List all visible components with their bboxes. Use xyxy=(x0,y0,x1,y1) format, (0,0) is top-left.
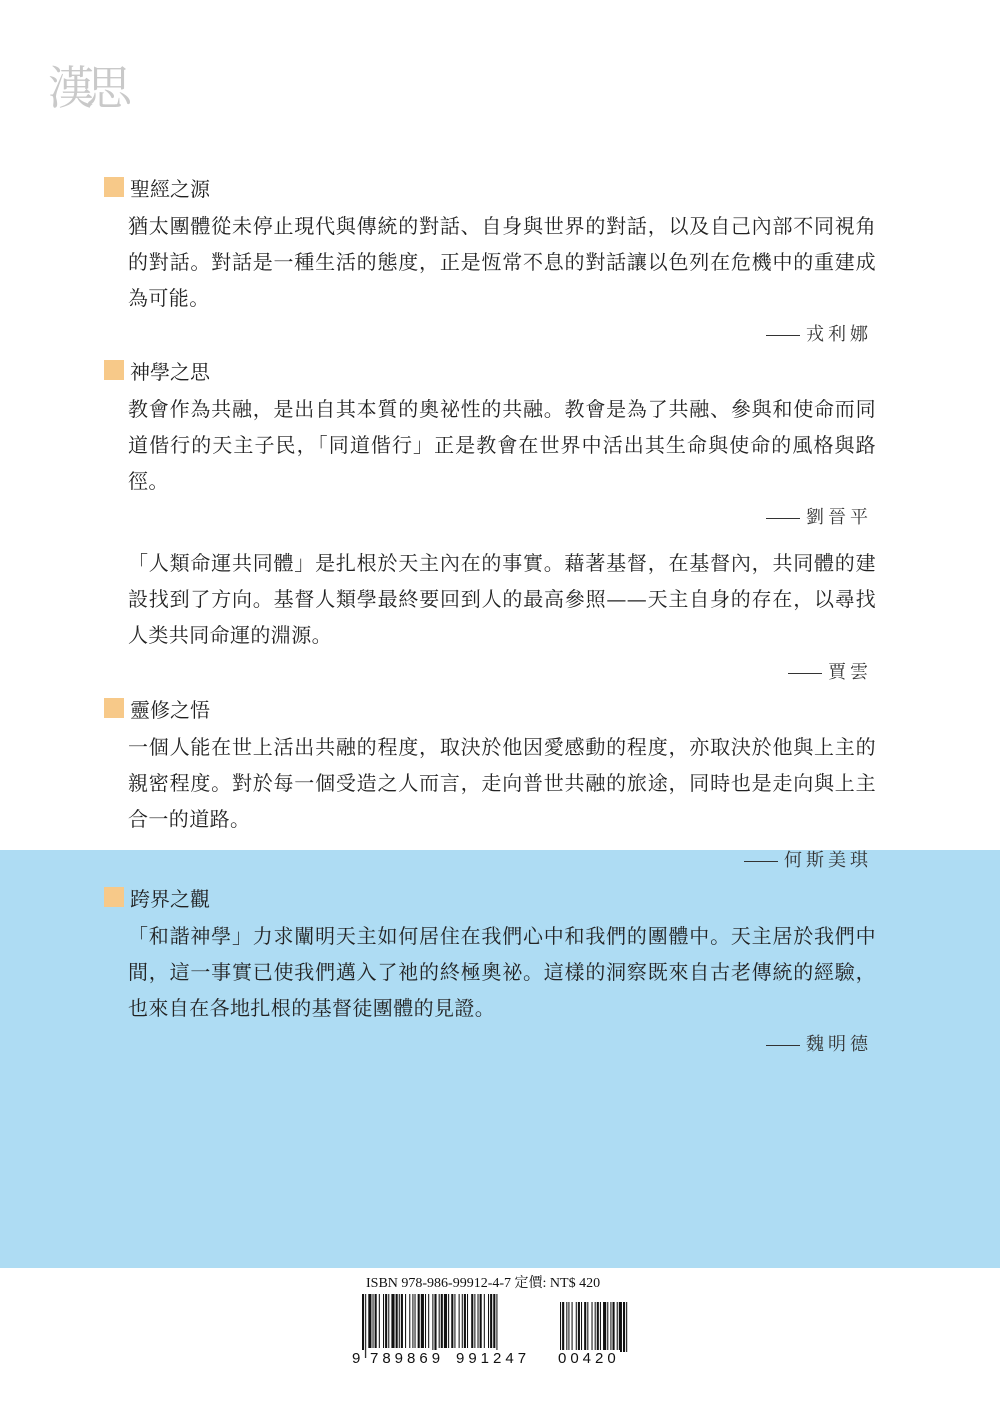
author-name: 魏明德 xyxy=(806,1034,872,1055)
barcode-addon-bar xyxy=(607,1302,608,1352)
section-spiritual-insight xyxy=(104,691,884,837)
em-dash xyxy=(788,673,822,674)
section-heading-text: 聖經之源 xyxy=(130,176,210,201)
barcode-bar xyxy=(362,1294,364,1358)
section-theological-thought-quote-2 xyxy=(104,545,884,653)
barcode-bar xyxy=(373,1294,374,1348)
quote-attribution xyxy=(766,320,872,346)
barcode-digits-group-2: 991247 xyxy=(456,1350,531,1367)
barcode-bar xyxy=(496,1294,497,1358)
quote-attribution xyxy=(788,658,872,684)
barcode-addon-bar xyxy=(617,1302,618,1352)
barcode-bar xyxy=(379,1294,380,1348)
barcode-bar xyxy=(441,1294,443,1348)
barcode-bar xyxy=(401,1294,403,1348)
section-crossborder-view xyxy=(104,880,884,1026)
author-name: 戎利娜 xyxy=(806,324,872,345)
barcode-bar xyxy=(405,1294,406,1348)
section-heading xyxy=(104,353,884,387)
barcode-bar xyxy=(432,1294,433,1358)
barcode-addon-bar xyxy=(610,1302,611,1352)
barcode-addon-bar xyxy=(584,1302,586,1352)
barcode-addon-bar xyxy=(600,1302,601,1352)
author-name: 何斯美琪 xyxy=(784,850,872,871)
barcode-digits-group-1: 789869 xyxy=(370,1350,445,1367)
barcode-bar xyxy=(385,1294,387,1348)
barcode-bar xyxy=(412,1294,413,1348)
barcode-addon-bar xyxy=(562,1302,564,1352)
barcode-bar xyxy=(462,1294,463,1348)
barcode-addon-bar xyxy=(626,1302,627,1352)
section-heading-text: 跨界之觀 xyxy=(130,886,210,911)
barcode-addon-bar xyxy=(572,1302,573,1352)
barcode-bar xyxy=(391,1294,394,1348)
barcode-bar xyxy=(388,1294,389,1348)
em-dash xyxy=(766,518,800,519)
barcode-bar xyxy=(365,1294,366,1358)
barcode-bar xyxy=(421,1294,424,1348)
barcode-addon-bar xyxy=(592,1302,593,1352)
barcode-bar xyxy=(383,1294,384,1348)
barcode-addon-bar xyxy=(619,1302,622,1352)
barcode-addon-bar xyxy=(568,1302,569,1352)
author-name: 劉晉平 xyxy=(806,507,872,528)
barcode-bar xyxy=(478,1294,479,1348)
quote-text: 教會作為共融，是出自其本質的奧祕性的共融。教會是為了共融、參與和使命而同道偕行的天主子民，「同道偕行」正是教會在世界中活出其生命與使命的風格與路徑。 xyxy=(128,397,876,493)
barcode-addon-bar xyxy=(566,1302,567,1352)
barcode-bar xyxy=(368,1294,371,1348)
barcode-bar xyxy=(471,1294,473,1348)
barcode-bar xyxy=(454,1294,455,1348)
barcode-addon-bar xyxy=(603,1302,606,1352)
section-heading-text: 神學之思 xyxy=(130,359,210,384)
barcode-addon-digits: 00420 xyxy=(558,1350,620,1367)
quote-attribution xyxy=(766,1030,872,1056)
quote-text: 猶太團體從未停止現代與傳統的對話、自身與世界的對話，以及自己內部不同視角的對話。對話是一種生活的態度，正是恆常不息的對話讓以色列在危機中的重建成為可能。 xyxy=(128,214,876,310)
em-dash xyxy=(766,1045,800,1046)
section-heading xyxy=(104,691,884,725)
barcode-bar xyxy=(434,1294,436,1358)
barcode-bar xyxy=(448,1294,449,1348)
barcode-bar xyxy=(375,1294,377,1348)
isbn-barcode-block xyxy=(352,1272,652,1367)
barcode-bar xyxy=(480,1294,482,1348)
section-biblical-source xyxy=(104,170,884,316)
barcode-bar xyxy=(399,1294,400,1348)
barcode-bar xyxy=(418,1294,420,1348)
barcode-addon-bar xyxy=(587,1302,588,1352)
barcode-bar xyxy=(409,1294,410,1348)
barcode-addon-bar xyxy=(578,1302,580,1352)
orange-square-icon xyxy=(104,698,124,718)
barcode-addon-bar xyxy=(576,1302,577,1352)
orange-square-icon xyxy=(104,177,124,197)
section-heading xyxy=(104,170,884,204)
orange-square-icon xyxy=(104,360,124,380)
barcode-bar xyxy=(428,1294,429,1348)
barcode-addon-bar xyxy=(560,1302,561,1352)
section-theological-thought xyxy=(104,353,884,499)
barcode-addon-bar xyxy=(613,1302,615,1352)
quote-attribution xyxy=(744,846,872,872)
orange-square-icon xyxy=(104,887,124,907)
section-heading-text: 靈修之悟 xyxy=(130,697,210,722)
barcode-bar xyxy=(451,1294,453,1348)
barcode-bar xyxy=(493,1294,495,1348)
barcode-addon-bar xyxy=(581,1302,582,1352)
barcode-bar xyxy=(467,1294,468,1348)
em-dash xyxy=(744,861,778,862)
barcode-addon-bar xyxy=(623,1302,625,1352)
barcode-bar xyxy=(474,1294,475,1348)
quote-attribution xyxy=(766,503,872,529)
barcode-lead-digit: 9 xyxy=(352,1350,365,1367)
barcode-bar xyxy=(464,1294,466,1348)
barcode-bar xyxy=(490,1294,492,1348)
publisher-logo xyxy=(48,48,138,118)
barcode-bar xyxy=(459,1294,460,1348)
author-name: 賈雲 xyxy=(828,662,872,683)
isbn-price-line: ISBN 978-986-99912-4-7 定價: NT$ 420 xyxy=(366,1276,601,1291)
barcode-bar xyxy=(396,1294,398,1348)
barcode-bar xyxy=(484,1294,485,1348)
barcode-addon-bar xyxy=(595,1302,596,1352)
section-heading xyxy=(104,880,884,914)
barcode-bar xyxy=(439,1294,440,1348)
barcode-bar xyxy=(488,1294,489,1348)
barcode-bar xyxy=(425,1294,426,1348)
quote-text: 「人類命運共同體」是扎根於天主內在的事實。藉著基督，在基督內，共同體的建設找到了方向。基督人類學最終要回到人的最高參照——天主自身的存在，以尋找人类共同命運的淵源。 xyxy=(128,551,876,647)
barcode-addon-bar xyxy=(597,1302,599,1352)
barcode-bar xyxy=(444,1294,447,1348)
em-dash xyxy=(766,335,800,336)
quote-text: 一個人能在世上活出共融的程度，取決於他因愛感動的程度，亦取決於他與上主的親密程度。對於每一個受造之人而言，走向普世共融的旅途，同時也是走向與上主合一的道路。 xyxy=(128,735,876,831)
barcode-bar xyxy=(415,1294,416,1348)
logo-glyph: 漢思 xyxy=(48,61,124,115)
quote-text: 「和諧神學」力求闡明天主如何居住在我們心中和我們的團體中。天主居於我們中間，這一事實已使我們邁入了祂的終極奧祕。這樣的洞察既來自古老傳統的經驗，也來自在各地扎根的基督徒團體的見證。 xyxy=(128,924,876,1020)
